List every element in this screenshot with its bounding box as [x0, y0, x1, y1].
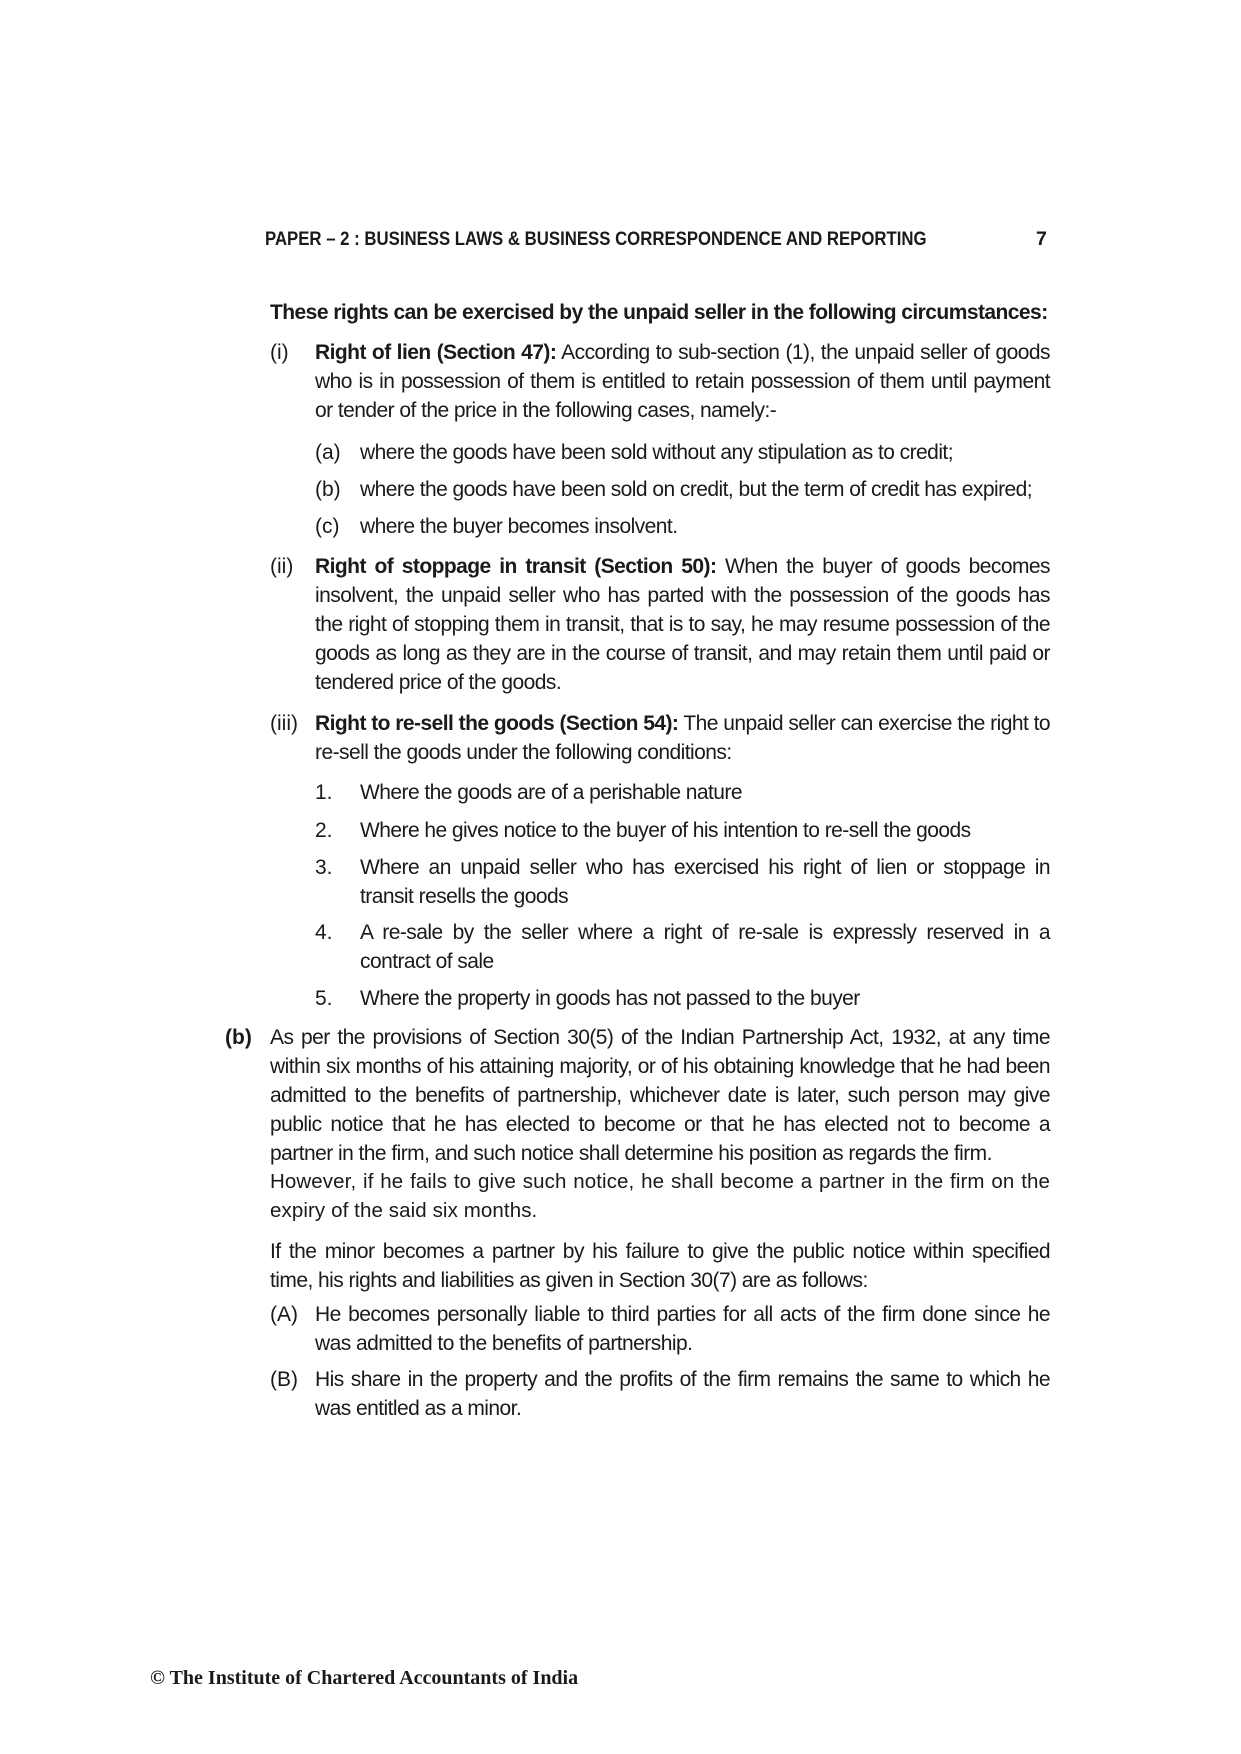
right-lien-heading: Right of lien (Section 47): [315, 341, 557, 364]
condition-text: Where the property in goods has not passed to the buyer [360, 987, 860, 1010]
subitem-text: where the goods have been sold on credit, but the term of credit has expired; [360, 478, 1033, 501]
part-b-paragraph-1: As per the provisions of Section 30(5) of the Indian Partnership Act, 1932, at any time within six months of his attaining majority, or of his obtaining knowledge that he had been admitted to the benefits of partnership, whichever date is later, such person may give public notice that he has elected to become or that he has elected not to become a partner in the firm, and such notice shall determine his position as regards the firm. [270, 1026, 1050, 1165]
subitem-label: (a) [315, 441, 341, 464]
part-b-paragraph-2: However, if he fails to give such notice, he shall become a partner in the firm on the expiry of the said six months. [270, 1170, 1050, 1222]
subitem-text: where the goods have been sold without any stipulation as to credit; [360, 441, 954, 464]
condition-label: 5. [315, 987, 333, 1010]
condition-text: Where an unpaid seller who has exercised his right of lien or stoppage in transit resells the goods [360, 856, 1050, 908]
subitem-text: where the buyer becomes insolvent. [360, 515, 678, 538]
copyright-footer: © The Institute of Chartered Accountants of India [150, 1667, 579, 1689]
right-stoppage-paragraph [315, 552, 1050, 697]
right-resell-heading: Right to re-sell the goods (Section 54): [315, 712, 679, 735]
page-number: 7 [1036, 228, 1047, 250]
right-resell-paragraph [315, 709, 1050, 767]
intro-heading: These rights can be exercised by the unpaid seller in the following circumstances: [270, 301, 1048, 324]
right-label-i: (i) [270, 341, 289, 364]
liability-label: (B) [270, 1368, 298, 1391]
subitem-label: (b) [315, 478, 341, 501]
condition-label: 4. [315, 921, 333, 944]
condition-label: 2. [315, 819, 333, 842]
right-stoppage-text: When the buyer of goods becomes insolvent, the unpaid seller who has parted with the possession of the goods has the right of stopping them in transit, that is to say, he may resume possession of the goods as long as they are in the course of transit, and may retain them until paid or tendered price of the goods. [315, 555, 1050, 694]
liability-text: He becomes personally liable to third parties for all acts of the firm done since he was admitted to the benefits of partnership. [315, 1303, 1050, 1355]
part-b-paragraph-3: If the minor becomes a partner by his failure to give the public notice within specified time, his rights and liabilities as given in Section 30(7) are as follows: [270, 1240, 1050, 1292]
right-label-ii: (ii) [270, 555, 294, 578]
right-lien-paragraph [315, 338, 1050, 425]
condition-text: A re-sale by the seller where a right of re-sale is expressly reserved in a contract of sale [360, 921, 1050, 973]
liability-text: His share in the property and the profits of the firm remains the same to which he was entitled as a minor. [315, 1368, 1050, 1420]
page-header-title: PAPER – 2 : BUSINESS LAWS & BUSINESS CORRESPONDENCE AND REPORTING [265, 228, 927, 250]
subitem-label: (c) [315, 515, 340, 538]
right-resell-text: The unpaid seller can exercise the right to re-sell the goods under the following conditions: [315, 712, 1051, 764]
right-label-iii: (iii) [270, 712, 298, 735]
condition-label: 3. [315, 856, 333, 879]
liability-label: (A) [270, 1303, 298, 1326]
condition-text: Where he gives notice to the buyer of his intention to re-sell the goods [360, 819, 971, 842]
right-lien-text: According to sub-section (1), the unpaid seller of goods who is in possession of them is entitled to retain possession of them until payment or tender of the price in the following cases, namely:- [315, 341, 1050, 422]
right-stoppage-heading: Right of stoppage in transit (Section 50): [315, 555, 717, 578]
condition-label: 1. [315, 781, 333, 804]
part-b-label: (b) [225, 1026, 252, 1049]
condition-text: Where the goods are of a perishable nature [360, 781, 742, 804]
